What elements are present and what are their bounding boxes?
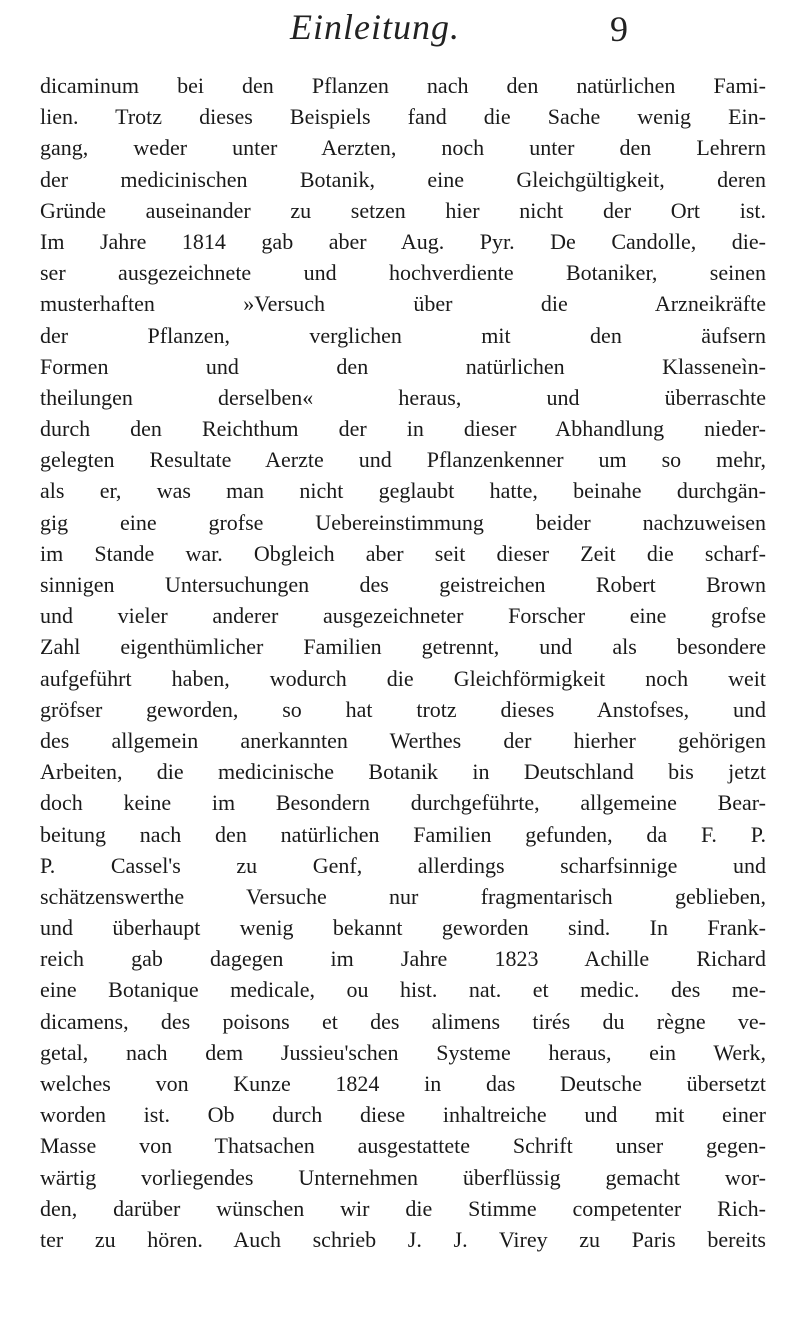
text-line: und vieler anderer ausgezeichneter Forscher eine grofse bbox=[40, 603, 766, 629]
text-line: der Pflanzen, verglichen mit den äufsern bbox=[40, 322, 766, 348]
text-line: Im Jahre 1814 gab aber Aug. Pyr. De Candolle, die- bbox=[40, 228, 766, 254]
text-line: der medicinischen Botanik, eine Gleichgültigkeit, deren bbox=[40, 166, 766, 192]
text-line: theilungen derselben« heraus, und überraschte bbox=[40, 384, 766, 410]
text-line: gelegten Resultate Aerzte und Pflanzenkenner um so mehr, bbox=[40, 447, 766, 473]
text-line: als er, was man nicht geglaubt hatte, beinahe durchgän- bbox=[40, 478, 766, 504]
text-line: P. Cassel's zu Genf, allerdings scharfsinnige und bbox=[40, 852, 766, 878]
text-line: den, darüber wünschen wir die Stimme competenter Rich- bbox=[40, 1195, 766, 1221]
text-line: beitung nach den natürlichen Familien gefunden, da F. P. bbox=[40, 821, 766, 847]
text-line: Formen und den natürlichen Klasseneìn- bbox=[40, 353, 766, 379]
text-line: gang, weder unter Aerzten, noch unter den Lehrern bbox=[40, 135, 766, 161]
text-line: welches von Kunze 1824 in das Deutsche übersetzt bbox=[40, 1071, 766, 1096]
text-line: sinnigen Untersuchungen des geistreichen Robert Brown bbox=[40, 572, 766, 597]
text-line: getal, nach dem Jussieu'schen Systeme heraus, ein Werk, bbox=[40, 1039, 766, 1065]
page-number: 9 bbox=[610, 9, 628, 49]
text-line: Masse von Thatsachen ausgestattete Schrift unser gegen- bbox=[40, 1133, 766, 1159]
text-line: dicamens, des poisons et des alimens tirés du règne ve- bbox=[40, 1008, 766, 1034]
text-line: aufgeführt haben, wodurch die Gleichförmigkeit noch weit bbox=[40, 665, 766, 691]
text-line: Gründe auseinander zu setzen hier nicht der Ort ist. bbox=[40, 197, 766, 223]
text-line: eine Botanique medicale, ou hist. nat. et medic. des me- bbox=[40, 977, 766, 1003]
text-line: ter zu hören. Auch schrieb J. J. Virey zu Paris bereits bbox=[40, 1226, 766, 1252]
text-line: lien. Trotz dieses Beispiels fand die Sache wenig Ein- bbox=[40, 104, 766, 130]
text-line: und überhaupt wenig bekannt geworden sind. In Frank- bbox=[40, 915, 766, 941]
text-line: dicaminum bei den Pflanzen nach den natürlichen Fami- bbox=[40, 73, 766, 98]
text-line: wärtig vorliegendes Unternehmen überflüssig gemacht wor- bbox=[40, 1164, 766, 1190]
text-line: reich gab dagegen im Jahre 1823 Achille Richard bbox=[40, 946, 766, 972]
text-line: gig eine grofse Uebereinstimmung beider nachzuweisen bbox=[40, 509, 766, 535]
text-line: des allgemein anerkannten Werthes der hierher gehörigen bbox=[40, 727, 766, 753]
running-title: Einleitung. bbox=[290, 7, 460, 47]
page-header bbox=[0, 4, 800, 64]
text-line: im Stande war. Obgleich aber seit dieser Zeit die scharf- bbox=[40, 540, 766, 566]
text-line: Arbeiten, die medicinische Botanik in Deutschland bis jetzt bbox=[40, 759, 766, 785]
text-line: doch keine im Besondern durchgeführte, allgemeine Bear- bbox=[40, 790, 766, 816]
body-text bbox=[40, 70, 766, 1255]
text-line: worden ist. Ob durch diese inhaltreiche und mit einer bbox=[40, 1102, 766, 1128]
text-line: schätzenswerthe Versuche nur fragmentarisch geblieben, bbox=[40, 883, 766, 909]
text-line: ser ausgezeichnete und hochverdiente Botaniker, seinen bbox=[40, 260, 766, 286]
text-line: gröfser geworden, so hat trotz dieses Anstofses, und bbox=[40, 696, 766, 722]
text-line: musterhaften »Versuch über die Arzneikräfte bbox=[40, 291, 766, 317]
text-line: Zahl eigenthümlicher Familien getrennt, und als besondere bbox=[40, 634, 766, 660]
text-line: durch den Reichthum der in dieser Abhandlung nieder- bbox=[40, 416, 766, 442]
